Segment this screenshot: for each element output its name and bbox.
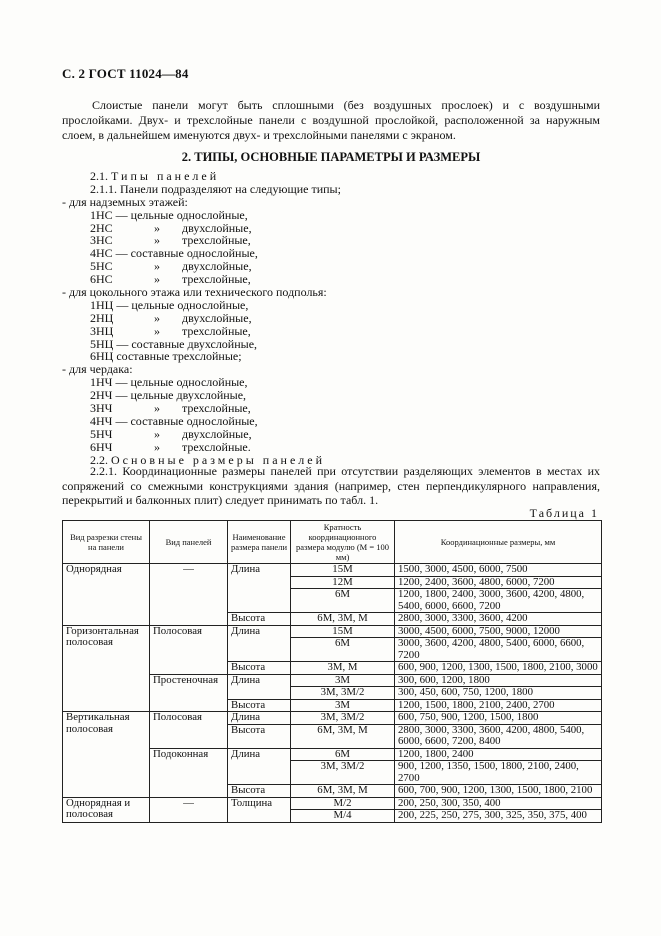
cell-size-name: Высота bbox=[228, 724, 291, 748]
category-text: - для чердака: bbox=[62, 362, 133, 377]
cell-multiplicity: М/2 bbox=[291, 797, 395, 810]
cell-size-name: Длина bbox=[228, 712, 291, 725]
cell-coordination-sizes: 1200, 2400, 3600, 4800, 6000, 7200 bbox=[395, 576, 602, 589]
cell-size-name: Высота bbox=[228, 662, 291, 675]
cell-size-name bbox=[228, 761, 291, 785]
cell-size-name: Длина bbox=[228, 625, 291, 638]
cell-panel-type: Полосовая bbox=[150, 625, 228, 674]
type-item bbox=[62, 402, 602, 415]
table-row bbox=[63, 564, 602, 577]
type-item-ditto: » bbox=[154, 426, 160, 441]
category-text: - для цокольного этажа или технического подполья: bbox=[62, 285, 327, 300]
type-item-rest: двухслойные, bbox=[182, 310, 252, 325]
cell-size-name bbox=[228, 810, 291, 823]
type-item bbox=[62, 428, 602, 441]
cell-panel-type: Полосовая bbox=[150, 712, 228, 749]
table-header-cell: Координационные размеры, мм bbox=[395, 521, 602, 564]
cell-multiplicity: 6М, 3М, М bbox=[291, 724, 395, 748]
type-item-code: 1НЧ — цельные однослойные, bbox=[90, 375, 248, 390]
type-item-code: 3НС bbox=[90, 233, 113, 248]
table-row bbox=[63, 797, 602, 810]
type-item-ditto: » bbox=[154, 272, 160, 287]
cell-multiplicity: 3М, 3М/2 bbox=[291, 687, 395, 700]
cell-size-name: Высота bbox=[228, 699, 291, 712]
cell-coordination-sizes: 600, 750, 900, 1200, 1500, 1800 bbox=[395, 712, 602, 725]
cell-size-name: Высота bbox=[228, 785, 291, 798]
type-item-code: 3НЧ bbox=[90, 401, 113, 416]
category-label bbox=[62, 196, 602, 209]
cell-multiplicity: 3М bbox=[291, 674, 395, 687]
type-item-code: 6НЦ составные трехслойные; bbox=[90, 349, 242, 364]
type-item bbox=[62, 299, 602, 312]
cell-cut-type: Горизонтальная полосовая bbox=[63, 625, 150, 674]
table-header-cell: Кратность координационного размера модулю (М = 100 мм) bbox=[291, 521, 395, 564]
paragraph-2-2-1: 2.2.1. Координационные размеры панелей при отсутствии разделяющих элементов в местах их сопряжений со смежными конструкциями здания (например, стен перпендикулярного направления, перекрытий и балконных плит) следует принимать по табл. 1. bbox=[62, 464, 600, 507]
table-row bbox=[63, 712, 602, 725]
type-item-rest: двухслойные, bbox=[182, 426, 252, 441]
type-item-code: 5НЦ — составные двухслойные, bbox=[90, 336, 258, 351]
cell-coordination-sizes: 1200, 1800, 2400 bbox=[395, 748, 602, 761]
cell-cut-type: Вертикальная полосовая bbox=[63, 712, 150, 749]
type-item bbox=[62, 389, 602, 402]
subsection-2-2-ind: 2.2. Основные размеры панелей bbox=[90, 452, 326, 467]
type-item bbox=[62, 247, 602, 260]
cell-size-name: Длина bbox=[228, 748, 291, 761]
type-item-ditto: » bbox=[154, 233, 160, 248]
cell-size-name: Длина bbox=[228, 564, 291, 577]
type-item-ditto: » bbox=[154, 439, 160, 454]
type-item-ditto: » bbox=[154, 220, 160, 235]
type-item-ditto: » bbox=[154, 401, 160, 416]
type-item-rest: двухслойные, bbox=[182, 259, 252, 274]
paragraph-2-1-1-ind: 2.1.1. Панели подразделяют на следующие типы; bbox=[90, 181, 341, 196]
table-row bbox=[63, 625, 602, 638]
type-item-code: 2НС bbox=[90, 220, 113, 235]
intro-paragraph: Слоистые панели могут быть сплошными (без воздушных прослоек) и с воздушными прослойками. Двух- и трехслойные панели с воздушной прослойкой, расположенной за наружным слоем, в дальнейшем именуются двух- и трехслойными панелями с экраном. bbox=[62, 98, 600, 142]
type-item-rest: трехслойные, bbox=[182, 401, 251, 416]
type-item-code: 5НЧ bbox=[90, 426, 113, 441]
cell-panel-type: — bbox=[150, 564, 228, 626]
cell-multiplicity: М/4 bbox=[291, 810, 395, 823]
table-header-row bbox=[63, 521, 602, 564]
cell-coordination-sizes: 1200, 1800, 2400, 3000, 3600, 4200, 4800, 5400, 6000, 6600, 7200 bbox=[395, 589, 602, 613]
type-item bbox=[62, 312, 602, 325]
type-item-rest: трехслойные. bbox=[182, 439, 251, 454]
cell-size-name bbox=[228, 687, 291, 700]
type-item-code: 5НС bbox=[90, 259, 113, 274]
type-item bbox=[62, 350, 602, 363]
cell-multiplicity: 3М bbox=[291, 699, 395, 712]
types-list bbox=[62, 170, 602, 466]
cell-cut-type bbox=[63, 674, 150, 712]
cell-cut-type: Однорядная bbox=[63, 564, 150, 626]
cell-cut-type: Однорядная и полосовая bbox=[63, 797, 150, 822]
type-item-ditto: » bbox=[154, 310, 160, 325]
type-item bbox=[62, 222, 602, 235]
cell-coordination-sizes: 900, 1200, 1350, 1500, 1800, 2100, 2400, 2700 bbox=[395, 761, 602, 785]
page-header: С. 2 ГОСТ 11024—84 bbox=[62, 66, 189, 81]
type-item-code: 4НЧ — составные однослойные, bbox=[90, 413, 258, 428]
cell-coordination-sizes: 3000, 3600, 4200, 4800, 5400, 6000, 6600, 7200 bbox=[395, 638, 602, 662]
type-item bbox=[62, 325, 602, 338]
type-item-code: 4НС — составные однослойные, bbox=[90, 246, 258, 261]
cell-multiplicity: 3М, 3М/2 bbox=[291, 761, 395, 785]
cell-multiplicity: 3М, 3М/2 bbox=[291, 712, 395, 725]
type-item-rest: трехслойные, bbox=[182, 272, 251, 287]
cell-coordination-sizes: 2800, 3000, 3300, 3600, 4200, 4800, 5400, 6000, 6600, 7200, 8400 bbox=[395, 724, 602, 748]
cell-multiplicity: 6М bbox=[291, 638, 395, 662]
cell-size-name bbox=[228, 576, 291, 589]
type-item-rest: двухслойные, bbox=[182, 220, 252, 235]
cell-coordination-sizes: 600, 700, 900, 1200, 1300, 1500, 1800, 2100 bbox=[395, 785, 602, 798]
type-item-ditto: » bbox=[154, 259, 160, 274]
type-item-ditto: » bbox=[154, 323, 160, 338]
section-title: 2. ТИПЫ, ОСНОВНЫЕ ПАРАМЕТРЫ И РАЗМЕРЫ bbox=[181, 150, 481, 164]
cell-coordination-sizes: 200, 250, 300, 350, 400 bbox=[395, 797, 602, 810]
type-item-code: 1НЦ — цельные однослойные, bbox=[90, 297, 249, 312]
table-header-cell: Вид панелей bbox=[150, 521, 228, 564]
cell-cut-type bbox=[63, 748, 150, 797]
cell-multiplicity: 15М bbox=[291, 564, 395, 577]
cell-coordination-sizes: 200, 225, 250, 275, 300, 325, 350, 375, 400 bbox=[395, 810, 602, 823]
cell-coordination-sizes: 600, 900, 1200, 1300, 1500, 1800, 2100, 3000 bbox=[395, 662, 602, 675]
cell-multiplicity: 6М, 3М, М bbox=[291, 613, 395, 626]
cell-panel-type: Подоконная bbox=[150, 748, 228, 797]
type-item bbox=[62, 415, 602, 428]
type-item-rest: трехслойные, bbox=[182, 233, 251, 248]
type-item-rest: трехслойные, bbox=[182, 323, 251, 338]
cell-multiplicity: 15М bbox=[291, 625, 395, 638]
category-label bbox=[62, 286, 602, 299]
table-row bbox=[63, 674, 602, 687]
cell-coordination-sizes: 300, 450, 600, 750, 1200, 1800 bbox=[395, 687, 602, 700]
type-item-code: 1НС — цельные однослойные, bbox=[90, 207, 248, 222]
table-header-cell: Наименование размера панели bbox=[228, 521, 291, 564]
cell-coordination-sizes: 1200, 1500, 1800, 2100, 2400, 2700 bbox=[395, 699, 602, 712]
cell-size-name: Высота bbox=[228, 613, 291, 626]
type-item-code: 6НС bbox=[90, 272, 113, 287]
type-item-code: 2НЧ — цельные двухслойные, bbox=[90, 388, 247, 403]
cell-size-name bbox=[228, 589, 291, 613]
cell-size-name: Длина bbox=[228, 674, 291, 687]
cell-size-name bbox=[228, 638, 291, 662]
type-item-code: 6НЧ bbox=[90, 439, 113, 454]
table-caption: Таблица 1 bbox=[529, 506, 599, 520]
cell-multiplicity: 12М bbox=[291, 576, 395, 589]
type-item bbox=[62, 260, 602, 273]
cell-coordination-sizes: 300, 600, 1200, 1800 bbox=[395, 674, 602, 687]
cell-multiplicity: 6М bbox=[291, 589, 395, 613]
cell-panel-type: — bbox=[150, 797, 228, 822]
cell-multiplicity: 6М bbox=[291, 748, 395, 761]
cell-coordination-sizes: 2800, 3000, 3300, 3600, 4200 bbox=[395, 613, 602, 626]
table-1 bbox=[62, 520, 602, 823]
cell-coordination-sizes: 1500, 3000, 4500, 6000, 7500 bbox=[395, 564, 602, 577]
cell-panel-type: Простеночная bbox=[150, 674, 228, 712]
table-row bbox=[63, 748, 602, 761]
type-item-code: 3НЦ bbox=[90, 323, 114, 338]
cell-size-name: Толщина bbox=[228, 797, 291, 810]
cell-multiplicity: 3М, М bbox=[291, 662, 395, 675]
table-header-cell: Вид разрезки стены на панели bbox=[63, 521, 150, 564]
subsection-2-1 bbox=[62, 170, 602, 183]
cell-multiplicity: 6М, 3М, М bbox=[291, 785, 395, 798]
type-item-code: 2НЦ bbox=[90, 310, 114, 325]
subsection-2-1-ind: 2.1. Типы панелей bbox=[90, 169, 220, 183]
cell-coordination-sizes: 3000, 4500, 6000, 7500, 9000, 12000 bbox=[395, 625, 602, 638]
category-text: - для надземных этажей: bbox=[62, 194, 188, 209]
type-item bbox=[62, 209, 602, 222]
